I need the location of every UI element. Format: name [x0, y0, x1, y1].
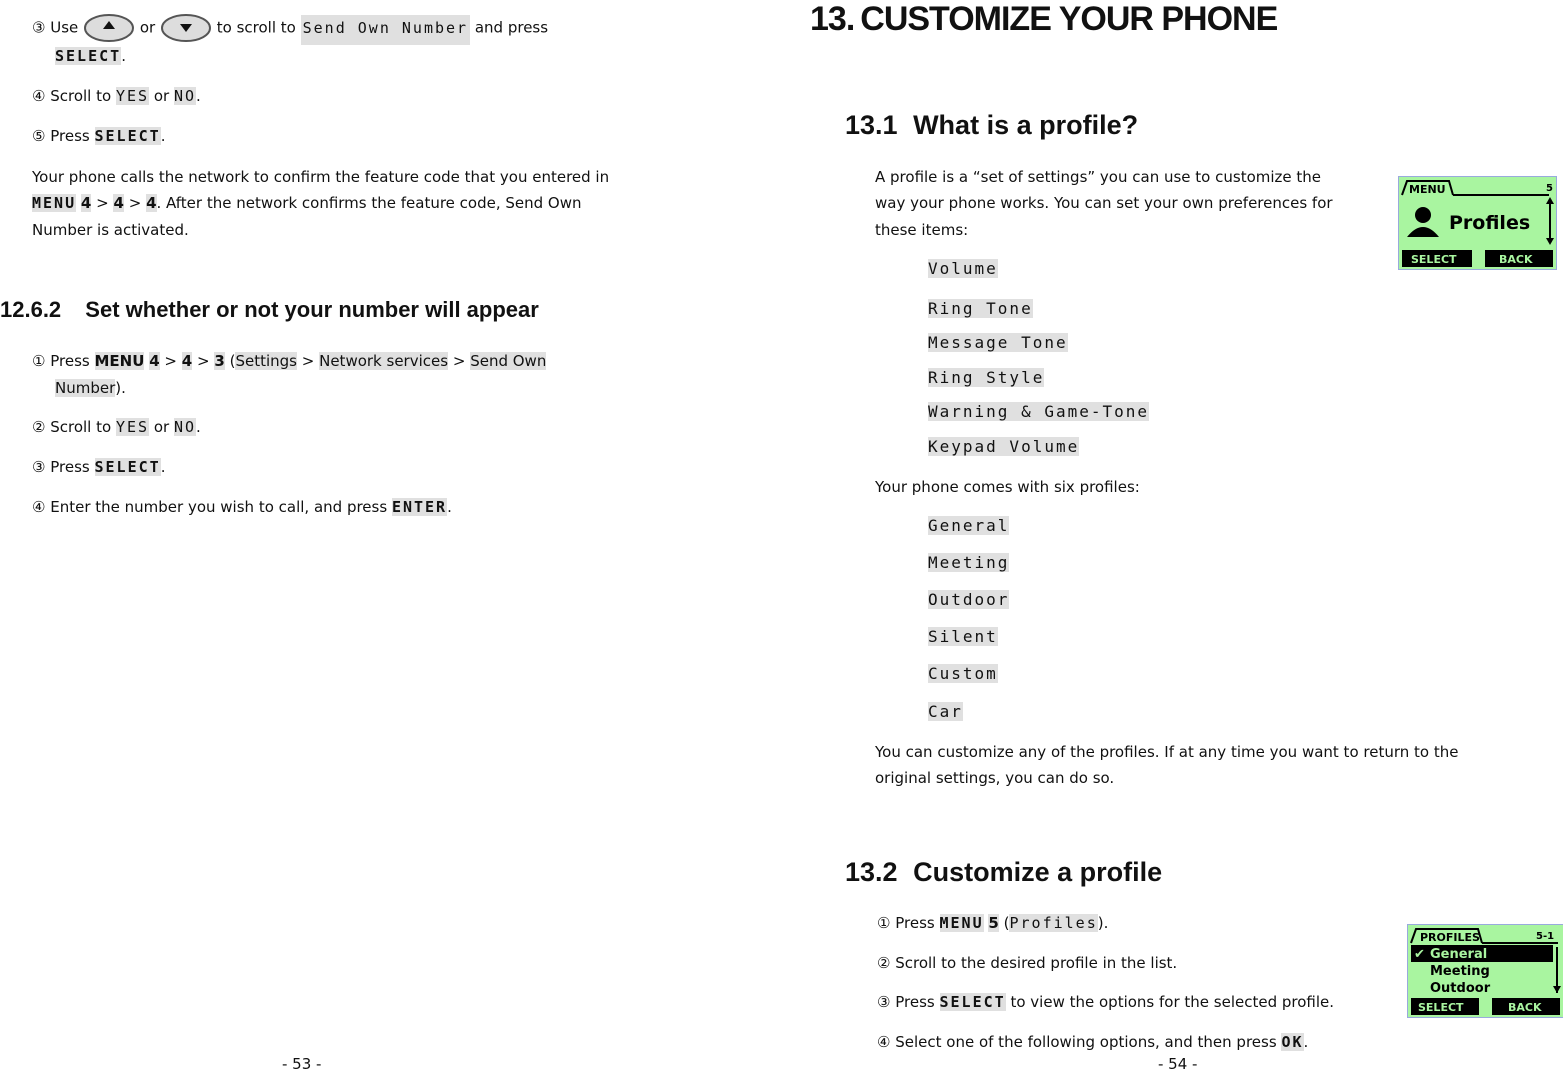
list-item: Volume	[928, 259, 998, 278]
option-label: NO	[173, 87, 197, 105]
paragraph-line: Your phone calls the network to confirm the feature code that you entered in	[32, 168, 610, 186]
list-item: General	[928, 516, 1010, 535]
step-4: ④ Scroll to YES or NO.	[32, 87, 201, 105]
list-item: Ring Tone	[928, 299, 1033, 318]
key-label: SELECT	[55, 47, 122, 65]
step-text: to scroll to	[216, 18, 296, 37]
softkey-left: SELECT	[1418, 1001, 1464, 1014]
phone-screen-graphic	[1399, 177, 1556, 269]
step-4: ④ Select one of the following options, and then press OK.	[877, 1033, 1309, 1051]
step-4b: ④ Enter the number you wish to call, and press ENTER.	[32, 498, 452, 516]
list-item: Keypad Volume	[928, 437, 1080, 456]
screen-list-item: Outdoor	[1430, 981, 1491, 996]
step-text: or	[139, 18, 156, 37]
screen-tab-label: PROFILES	[1420, 931, 1480, 944]
screen-index: 5-1	[1536, 931, 1555, 942]
step-3-cont: SELECT.	[55, 47, 126, 65]
step-2: ② Scroll to the desired profile in the list.	[877, 954, 1178, 972]
phone-screen-graphic	[1408, 925, 1563, 1017]
list-item: Ring Style	[928, 368, 1045, 387]
step-1: ① Press MENU 5 (Profiles).	[877, 914, 1109, 932]
softkey-right: BACK	[1499, 253, 1533, 266]
softkey-right: BACK	[1508, 1001, 1542, 1014]
phone-screen-profiles	[1407, 924, 1563, 1018]
paragraph-line: A profile is a “set of settings” you can use to customize the	[875, 168, 1322, 186]
step-text: Use	[50, 18, 79, 37]
step-1-cont: Number).	[55, 379, 126, 397]
step-2: ② Scroll to YES or NO.	[32, 418, 201, 436]
step-3b: ③ Press SELECT.	[32, 458, 166, 476]
page-number: - 54 -	[1158, 1055, 1198, 1073]
list-item: Meeting	[928, 553, 1010, 572]
screen-index: 5	[1546, 183, 1553, 194]
list-item: Car	[928, 702, 963, 721]
section-heading: 13.2 Customize a profile	[845, 857, 1163, 887]
softkey-left: SELECT	[1411, 253, 1457, 266]
step-1: ① Press MENU 4 > 4 > 3 (Settings > Network services > Send Own	[32, 352, 547, 370]
step-3: ③ Press SELECT to view the options for the selected profile.	[877, 993, 1335, 1011]
paragraph-line: Your phone comes with six profiles:	[875, 478, 1140, 496]
down-key-icon	[160, 13, 212, 43]
screen-list-item-selected: General	[1430, 947, 1488, 962]
paragraph-line: way your phone works. You can set your own preferences for	[875, 194, 1333, 212]
paragraph-line: Number is activated.	[32, 221, 189, 239]
step-5: ⑤ Press SELECT.	[32, 127, 166, 145]
screen-tab-label: MENU	[1409, 183, 1446, 196]
section-heading: 13.1 What is a profile?	[845, 110, 1139, 140]
screen-list-item: Meeting	[1430, 964, 1490, 979]
key-label: SELECT	[94, 127, 161, 145]
list-item: Message Tone	[928, 333, 1068, 352]
paragraph-line: You can customize any of the profiles. If at any time you want to return to the	[875, 743, 1459, 761]
page-number: - 53 -	[282, 1055, 322, 1073]
check-icon: ✔	[1414, 947, 1425, 962]
menu-label: Send Own Number	[301, 15, 470, 45]
list-item: Silent	[928, 627, 998, 646]
list-item: Warning & Game-Tone	[928, 402, 1150, 421]
profile-person-icon	[1415, 207, 1431, 223]
list-item: Outdoor	[928, 590, 1010, 609]
paragraph-line: MENU 4 > 4 > 4. After the network confirms the feature code, Send Own	[32, 194, 582, 212]
phone-screen-menu	[1398, 176, 1557, 270]
screen-title: Profiles	[1449, 212, 1531, 234]
list-item: Custom	[928, 664, 998, 683]
paragraph-line: these items:	[875, 221, 969, 239]
step-3	[32, 13, 548, 43]
chapter-title: 13. CUSTOMIZE YOUR PHONE	[810, 0, 1278, 38]
up-key-icon	[83, 13, 135, 43]
paragraph-line: original settings, you can do so.	[875, 769, 1115, 787]
step-number: ③	[32, 18, 46, 37]
option-label: YES	[115, 87, 150, 105]
section-heading: 12.6.2 Set whether or not your number will appear	[0, 297, 539, 322]
step-text: and press	[474, 18, 549, 37]
